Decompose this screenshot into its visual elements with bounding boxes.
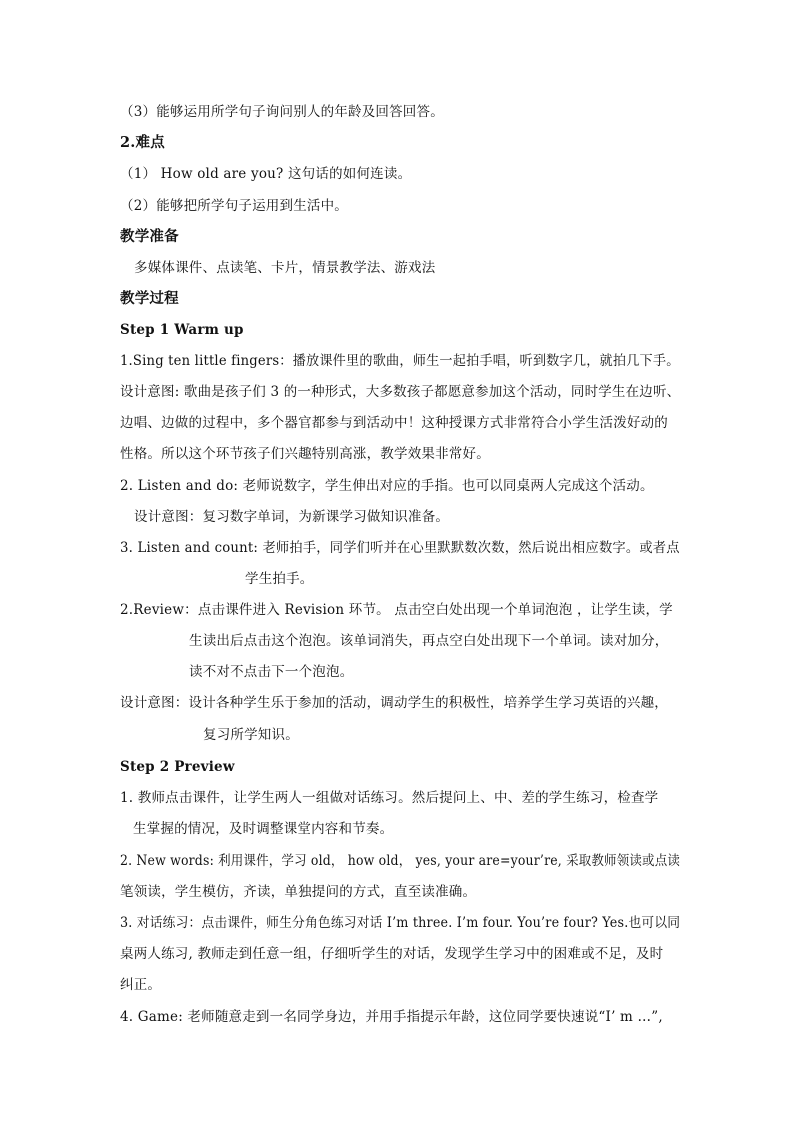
review-item-line-1: 2.Review：点击课件进入 Revision 环节。 点击空白处出现一个单词泡泡 ，让学生读，学 [120, 602, 673, 618]
design-intent-1-line-3: 性格。所以这个环节孩子们兴趣特别高涨，教学效果非常好。 [120, 446, 490, 462]
review-item-line-3: 读不对不点击下一个泡泡。 [189, 664, 354, 680]
step-1-item-1: 1.Sing ten little fingers：播放课件里的歌曲，师生一起拍手唱，听到数字几，就拍几下手。 [120, 353, 680, 369]
step-1-item-3-line-2: 学生拍手。 [245, 571, 314, 587]
difficulty-item-1: （1） How old are you? 这句话的如何连读。 [120, 166, 412, 182]
step-2-heading: Step 2 Preview [120, 759, 235, 775]
step-1-item-3-line-1: 3. Listen and count: 老师拍手，同学们听并在心里默默数次数，然后说出相应数字。或者点 [120, 540, 680, 556]
difficulty-item-2: （2）能够把所学句子运用到生活中。 [120, 198, 348, 214]
preparation-text: 多媒体课件、点读笔、卡片，情景教学法、游戏法 [134, 260, 436, 276]
design-intent-2: 设计意图：复习数字单词，为新课学习做知识准备。 [134, 509, 450, 525]
step-2-item-4-line-1: 4. Game: 老师随意走到一名同学身边，并用手指提示年龄，这位同学要快速说“I’ m …”, [120, 1009, 663, 1025]
difficulty-item-3: （3）能够运用所学句子询问别人的年龄及回答回答。 [120, 104, 444, 120]
design-intent-3-line-1: 设计意图：设计各种学生乐于参加的活动，调动学生的积极性，培养学生学习英语的兴趣， [120, 695, 668, 711]
step-1-item-2: 2. Listen and do: 老师说数字，学生伸出对应的手指。也可以同桌两人完成这个活动。 [120, 478, 654, 494]
step-2-item-3-line-3: 纠正。 [120, 977, 162, 993]
design-intent-3-line-2: 复习所学知识。 [203, 727, 299, 743]
section-heading-preparation: 教学准备 [120, 228, 179, 245]
section-heading-difficulties: 2.难点 [120, 134, 165, 151]
step-2-item-2-line-1: 2. New words: 利用课件，学习 old， how old， yes, your are=your’re, 采取教师领读或点读 [120, 853, 681, 869]
design-intent-1-line-2: 边唱、边做的过程中，多个器官都参与到活动中！这种授课方式非常符合小学生活泼好动的 [120, 415, 668, 431]
step-2-item-3-line-1: 3. 对话练习：点击课件，师生分角色练习对话 I’m three. I’m four. You’re four? Yes.也可以同 [120, 915, 681, 931]
step-1-heading: Step 1 Warm up [120, 322, 244, 338]
review-item-line-2: 生读出后点击这个泡泡。该单词消失，再点空白处出现下一个单词。读对加分， [189, 633, 669, 649]
step-2-item-1-line-1: 1. 教师点击课件，让学生两人一组做对话练习。然后提问上、中、差的学生练习，检查学 [120, 790, 659, 806]
step-2-item-2-line-2: 笔领读，学生模仿，齐读，单独提问的方式，直至读准确。 [120, 884, 477, 900]
design-intent-1-line-1: 设计意图: 歌曲是孩子们 3 的一种形式，大多数孩子都愿意参加这个活动，同时学生在边听、 [120, 384, 681, 400]
section-heading-process: 教学过程 [120, 290, 179, 307]
step-2-item-1-line-2: 生掌握的情况，及时调整课堂内容和节奏。 [133, 821, 394, 837]
step-2-item-3-line-2: 桌两人练习, 教师走到任意一组，仔细听学生的对话，发现学生学习中的困难或不足，及时 [120, 946, 664, 962]
